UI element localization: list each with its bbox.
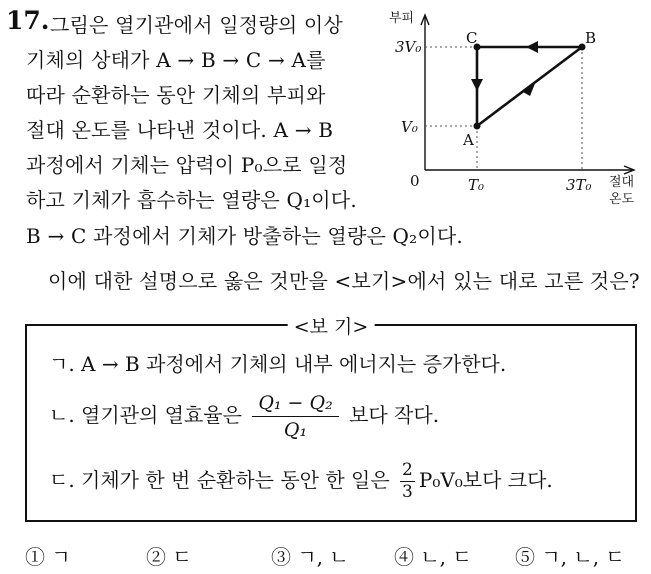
y-axis-label: 부피 [389,11,415,26]
bogi-item-3-prefix: ㄷ. 기체가 한 번 순환하는 동안 한 일은 [49,468,390,492]
work-fraction [400,460,415,503]
question-number: 17. [6,6,50,35]
question-prompt: 이에 대한 설명으로 옳은 것만을 <보기>에서 있는 대로 고른 것은? [48,269,640,293]
bogi-item-1: ㄱ. A → B 과정에서 기체의 내부 에너지는 증가한다. [49,352,507,376]
label-point-a: A [463,131,474,149]
efficiency-denominator: Q₁ [283,419,308,441]
choice-1[interactable]: ① ㄱ [25,545,71,569]
arrow-c-to-a-icon [471,79,483,91]
point-a [474,123,481,130]
x-tick-t0: T₀ [468,176,485,194]
work-numerator: 2 [402,460,413,480]
question-line-6: 하고 기체가 흡수하는 열량은 Q₁이다. [26,188,357,212]
label-point-c: C [466,29,478,47]
x-axis-label-line2: 온도 [609,192,635,207]
x-tick-3t0: 3T₀ [566,176,592,194]
bogi-box [25,316,637,522]
question-line-4: 절대 온도를 나타낸 것이다. A → B [26,118,334,142]
bogi-item-3 [49,460,553,503]
bogi-item-2 [49,392,439,441]
arrow-b-to-c-icon [526,41,538,53]
choice-3[interactable]: ③ ㄱ, ㄴ [271,545,349,569]
y-tick-3v0: 3V₀ [395,38,422,56]
question-line-1: 그림은 열기관에서 일정량의 이상 [50,13,343,37]
work-denominator: 3 [402,482,413,502]
choice-5[interactable]: ⑤ ㄱ, ㄴ, ㄷ [515,545,625,569]
bogi-title: <보 기> [288,312,375,339]
question-line-7: B → C 과정에서 기체가 방출하는 열량은 Q₂이다. [26,224,463,248]
bogi-item-3-suffix: P₀V₀보다 크다. [418,468,553,492]
bogi-item-2-prefix: ㄴ. 열기관의 열효율은 [49,403,242,427]
efficiency-numerator: Q₁ − Q₂ [252,392,338,417]
choice-4[interactable]: ④ ㄴ, ㄷ [394,545,472,569]
x-axis-label-line1: 절대 [609,175,635,190]
y-tick-v0: V₀ [401,118,418,136]
choice-2[interactable]: ② ㄷ [146,545,192,569]
volume-temperature-graph [380,5,645,210]
question-line-2: 기체의 상태가 A → B → C → A를 [26,48,326,72]
bogi-item-2-suffix: 보다 작다. [349,403,440,427]
label-point-b: B [585,29,597,47]
question-line-3: 따라 순환하는 동안 기체의 부피와 [26,83,326,107]
question-line-5: 과정에서 기체는 압력이 P₀으로 일정 [26,153,348,177]
efficiency-fraction [252,392,338,441]
origin-label: 0 [410,172,420,190]
